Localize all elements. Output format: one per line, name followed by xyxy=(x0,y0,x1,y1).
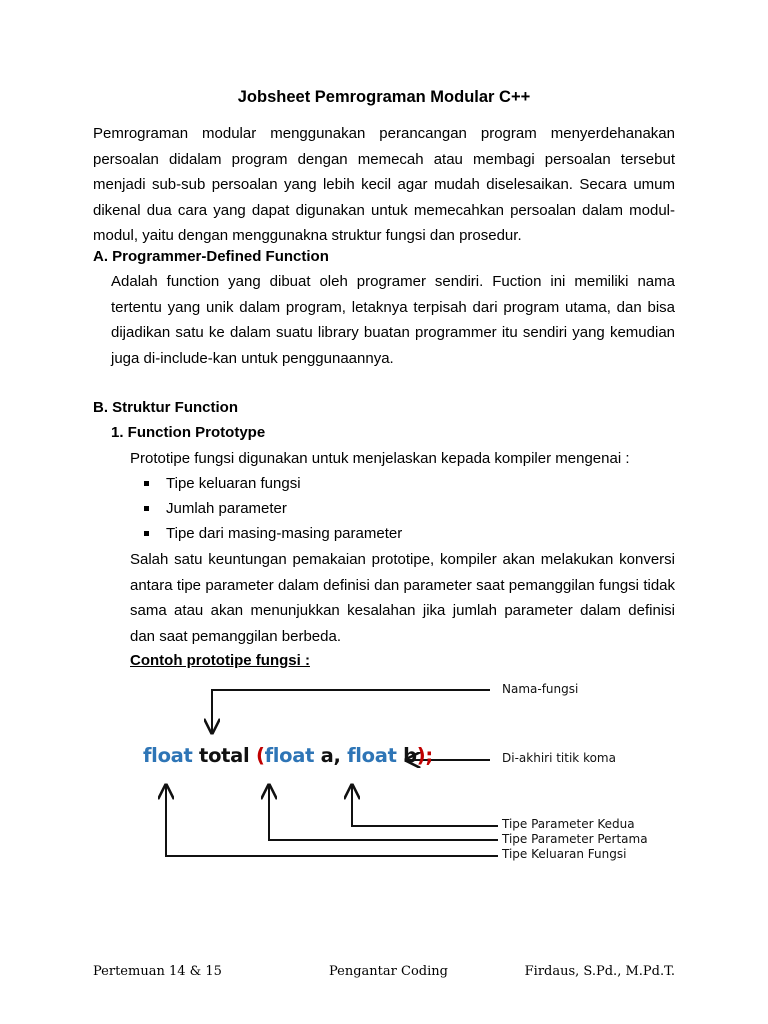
param1-type-arrow xyxy=(269,785,498,840)
param1-type-keyword: float xyxy=(264,744,315,767)
comma: , xyxy=(333,744,341,767)
footer-right: Firdaus, S.Pd., M.Pd.T. xyxy=(524,964,675,979)
open-paren: ( xyxy=(255,744,265,767)
list-item-text: Tipe dari masing-masing parameter xyxy=(166,525,403,542)
return-type-arrow xyxy=(166,785,498,856)
section-b-heading: B. Struktur Function xyxy=(93,399,238,416)
page-title: Jobsheet Pemrograman Modular C++ xyxy=(237,88,531,106)
section-a-heading: A. Programmer-Defined Function xyxy=(93,248,329,265)
footer-center: Pengantar Coding xyxy=(329,964,448,979)
example-heading: Contoh prototipe fungsi : xyxy=(130,652,310,669)
prototype-body: Salah satu keuntungan pemakaian prototipe, kompiler akan melakukan konversi antara tipe parameter dalam definisi dan parameter saat pemanggilan fungsi tidak sama atau akan menunjukkan kesalahan jika jumlah parameter dalam definisi dan saat pemanggilan berbeda. xyxy=(130,551,675,645)
annotation-param2-type: Tipe Parameter Kedua xyxy=(502,817,635,831)
list-item-text: Jumlah parameter xyxy=(166,500,287,517)
param2-name: b xyxy=(403,744,417,767)
param2-type-arrow xyxy=(352,785,498,826)
annotation-semicolon: Di-akhiri titik koma xyxy=(502,751,616,765)
code-example xyxy=(143,744,433,767)
prototype-lead: Prototipe fungsi digunakan untuk menjelaskan kepada kompiler mengenai : xyxy=(130,450,630,467)
annotation-return-type: Tipe Keluaran Fungsi xyxy=(502,847,627,861)
param2-type-keyword: float xyxy=(347,744,397,767)
intro-paragraph: Pemrograman modular menggunakan perancangan program menyerdehanakan persoalan didalam program dengan memecah atau membagi persoalan tersebut menjadi sub-sub persoalan yang lebih kecil agar mudah diselesaikan. Secara umum dikenal dua cara yang dapat digunakan untuk memecahkan persoalan dalam modul-modul, yaitu dengan menggunakna struktur fungsi dan prosedur. xyxy=(93,125,675,244)
annotation-param1-type: Tipe Parameter Pertama xyxy=(502,832,648,846)
return-type-keyword: float xyxy=(143,744,193,767)
function-name: total xyxy=(199,744,250,767)
footer-left: Pertemuan 14 & 15 xyxy=(93,964,222,979)
param1-name: a xyxy=(320,744,334,767)
close-paren-semicolon: ); xyxy=(416,744,433,767)
annotation-function-name: Nama-fungsi xyxy=(502,682,579,696)
list-item-text: Tipe keluaran fungsi xyxy=(166,475,301,492)
section-a-body: Adalah function yang dibuat oleh programer sendiri. Fuction ini memiliki nama tertentu yang unik dalam program, letaknya terpisah dari program utama, dan bisa dijadikan satu ke dalam suatu library buatan programmer itu sendiri yang kemudian juga di-include-kan untuk penggunaannya. xyxy=(111,273,675,367)
function-prototype-heading: 1. Function Prototype xyxy=(111,424,266,441)
function-name-arrow xyxy=(212,690,490,733)
